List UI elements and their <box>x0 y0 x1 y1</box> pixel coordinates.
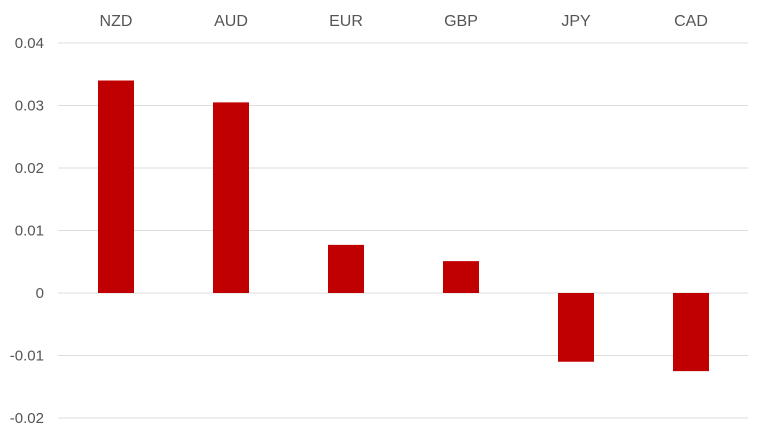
x-axis-category-labels <box>100 13 708 30</box>
gridlines <box>58 43 748 418</box>
y-tick-label: 0.02 <box>14 160 44 177</box>
bar-eur <box>328 245 364 293</box>
y-axis-tick-labels <box>10 35 44 427</box>
y-tick-label: -0.02 <box>9 410 44 427</box>
category-label-eur: EUR <box>329 13 363 30</box>
bar-cad <box>673 293 709 371</box>
y-tick-label: -0.01 <box>9 347 44 365</box>
bar-nzd <box>98 81 134 294</box>
category-label-jpy: JPY <box>561 13 591 30</box>
bars <box>98 81 709 372</box>
y-tick-label: 0.03 <box>14 97 44 115</box>
y-tick-label: 0.01 <box>14 222 44 240</box>
category-label-nzd: NZD <box>99 13 133 30</box>
category-label-cad: CAD <box>674 13 708 30</box>
category-label-gbp: GBP <box>444 13 478 30</box>
category-label-aud: AUD <box>214 13 248 30</box>
bar-gbp <box>443 261 479 293</box>
y-tick-label: 0.04 <box>14 35 44 52</box>
bar-aud <box>213 102 249 293</box>
y-tick-label: 0 <box>35 285 44 302</box>
bar-jpy <box>558 293 594 362</box>
